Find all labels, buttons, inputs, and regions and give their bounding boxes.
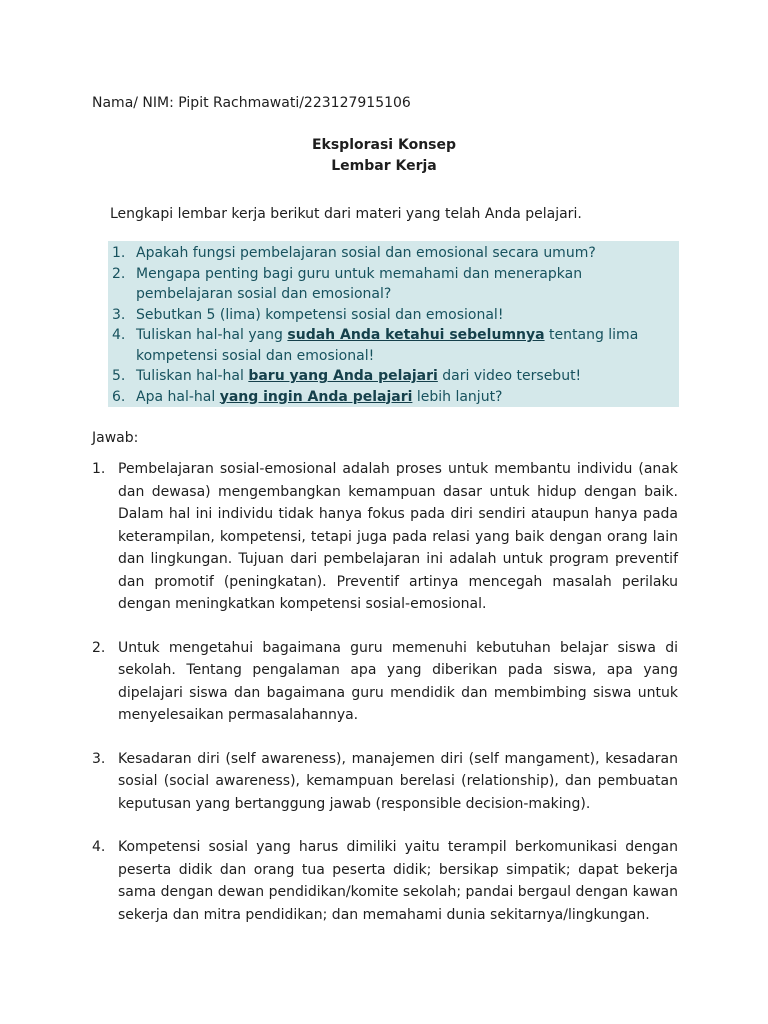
question-text-end: dari video tersebut! xyxy=(437,368,582,384)
question-text: Tuliskan hal-hal yang xyxy=(136,327,288,343)
question-text: Sebutkan 5 (lima) kompetensi sosial dan emosional! xyxy=(136,306,504,323)
answer-item xyxy=(92,836,678,926)
question-emphasis: yang ingin Anda pelajari xyxy=(219,388,413,405)
answer-number: 3. xyxy=(92,750,106,767)
instruction-text: Lengkapi lembar kerja berikut dari materi yang telah Anda pelajari. xyxy=(110,206,582,222)
name-nim-line: Nama/ NIM: Pipit Rachmawati/223127915106 xyxy=(92,95,411,111)
question-emphasis: baru yang Anda pelajari xyxy=(248,368,438,384)
answer-text: Kesadaran diri (self awareness), manajemen diri (self mangament), kesadaran sosial (social awareness), kemampuan berelasi (relationship), dan pembuatan keputusan yang bertanggung jawab (responsible decision-making). xyxy=(118,750,678,812)
question-number: 5. xyxy=(112,368,126,384)
answer-text: Pembelajaran sosial-emosional adalah proses untuk membantu individu (anak dan dewasa) mengembangkan kemampuan dasar untuk hidup dengan baik. Dalam hal ini individu tidak hanya fokus pada diri sendiri ataupun hanya pada keterampilan, kompetensi, tetapi juga pada relasi yang baik dengan orang lain dan lingkungan. Tujuan dari pembelajaran ini adalah untuk program preventif dan promotif (peningkatan). Preventif artinya mencegah masalah perilaku dengan meningkatkan kompetensi sosial-emosional. xyxy=(118,461,678,612)
question-item xyxy=(108,305,679,326)
question-item xyxy=(108,325,679,366)
question-emphasis: sudah Anda ketahui sebelumnya xyxy=(287,327,545,343)
answer-item xyxy=(92,458,678,616)
title-lembar-kerja: Lembar Kerja xyxy=(331,158,437,174)
question-number: 3. xyxy=(112,306,126,323)
answer-list xyxy=(92,458,678,926)
question-text: Apa hal-hal xyxy=(136,388,220,405)
question-text: Tuliskan hal-hal xyxy=(136,368,249,384)
question-item xyxy=(108,243,679,264)
question-number: 2. xyxy=(112,265,126,282)
question-box xyxy=(108,241,679,407)
question-text-end: lebih lanjut? xyxy=(412,388,503,405)
answer-number: 1. xyxy=(92,461,106,477)
answer-text: Kompetensi sosial yang harus dimiliki yaitu terampil berkomunikasi dengan peserta didik dan orang tua peserta didik; bersikap simpatik; dapat bekerja sama dengan dewan pendidikan/komite sekolah; pandai bergaul dengan kawan sekerja dan mitra pendidikan; dan memahami dunia sekitarnya/lingkungan. xyxy=(118,839,678,923)
question-item xyxy=(108,366,679,387)
question-text-end: tentang lima kompetensi sosial dan emosional! xyxy=(136,327,639,364)
answers-label: Jawab: xyxy=(92,430,139,446)
answer-item xyxy=(92,637,678,727)
question-number: 1. xyxy=(112,245,126,261)
question-item xyxy=(108,264,679,305)
question-number: 4. xyxy=(112,327,126,343)
question-number: 6. xyxy=(112,388,126,405)
question-item xyxy=(108,387,679,408)
answer-text: Untuk mengetahui bagaimana guru memenuhi kebutuhan belajar siswa di sekolah. Tentang pengalaman apa yang diberikan pada siswa, apa yang dipelajari siswa dan bagaimana guru mendidik dan membimbing siswa untuk menyelesaikan permasalahannya. xyxy=(118,639,678,723)
title-eksplorasi-konsep: Eksplorasi Konsep xyxy=(311,137,457,153)
answer-number: 4. xyxy=(92,839,106,855)
question-text: Mengapa penting bagi guru untuk memahami dan menerapkan pembelajaran sosial dan emosional? xyxy=(136,265,583,302)
question-text: Apakah fungsi pembelajaran sosial dan emosional secara umum? xyxy=(136,245,596,261)
answer-number: 2. xyxy=(92,639,106,656)
answer-item xyxy=(92,748,678,816)
